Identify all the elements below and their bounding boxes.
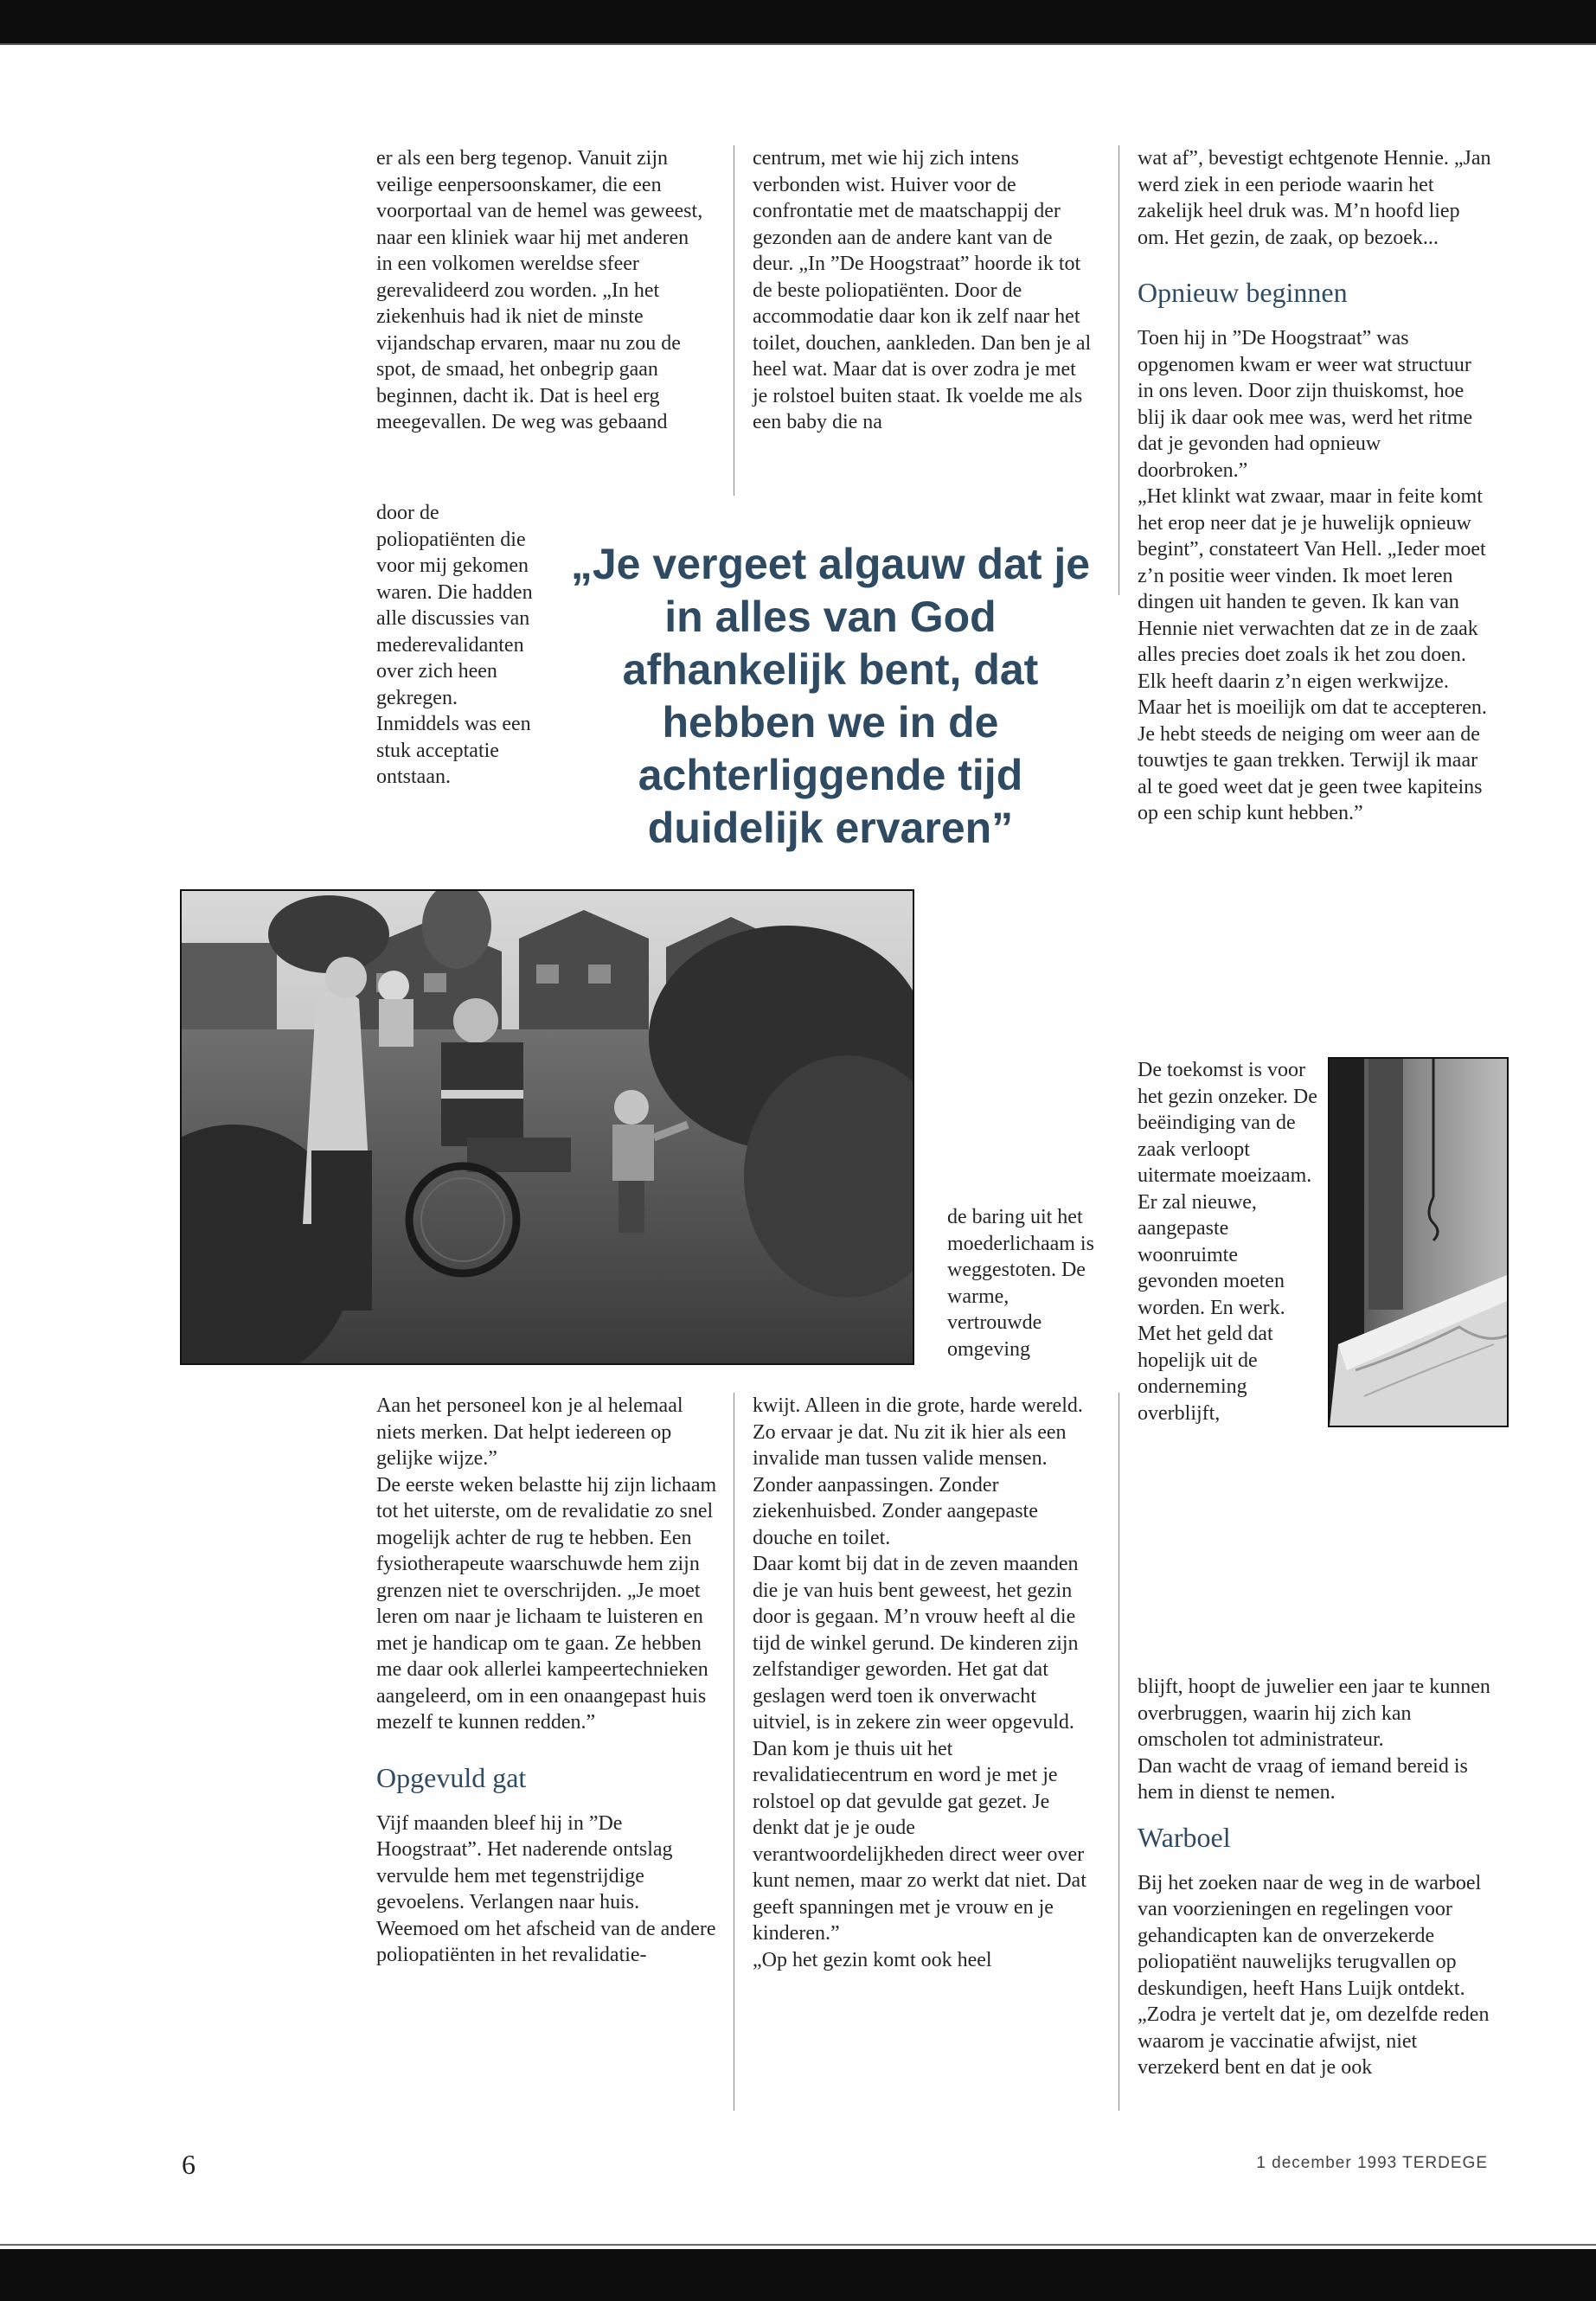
column-divider xyxy=(1118,1393,1119,2111)
paragraph: De toekomst is voor het gezin onzeker. De beëindiging van de zaak verloopt uitermate moeizaam. Er zal nieuwe, aangepaste woonruimte gevonden moeten worden. En werk. Met het geld dat hopelijk uit de onderneming overblijft, xyxy=(1138,1059,1317,1425)
paragraph: Daar komt bij dat in de zeven maanden die je van huis bent geweest, het gezin door is gegaan. M’n vrouw heeft al die tijd de winkel gerund. De kinderen zijn zelfstandiger geworden. Het gat dat geslagen werd toen ik onverwacht uitviel, is in zekere zin weer opgevuld. Dan kom je thuis uit het revalidatiecentrum en word je met je rolstoel op dat gevulde gat gezet. Je denkt dat je je oude verantwoordelijkheden direct weer over kunt nemen, maar zo werkt dat niet. Dat geeft spanningen met je vrouw en je kinderen.” xyxy=(753,1553,1086,1945)
paragraph: Toen hij in ”De Hoogstraat” was opgenomen kwam er weer wat structuur in ons leven. Door zijn thuiskomst, hoe blij ik daar ook mee was, werd het ritme dat je gevonden had opnieuw doorbroken.” xyxy=(1138,327,1473,482)
paragraph: Dan wacht de vraag of iemand bereid is hem in dienst te nemen. xyxy=(1138,1754,1468,1804)
footer-issue-date: 1 december 1993 TERDEGE xyxy=(1256,2154,1488,2172)
column-1-top xyxy=(376,145,709,436)
pull-quote: „Je vergeet algauw dat je in alles van God afhankelijk bent, dat hebben we in de achterliggende tijd duidelijk ervaren” xyxy=(570,540,1091,852)
column-2-bottom xyxy=(753,1393,1094,1973)
paragraph: door de poliopatiënten die voor mij gekomen waren. Die hadden alle discussies van mederevalidanten over zich heen gekregen. Inmiddels was een stuk acceptatie ontstaan. xyxy=(376,502,533,788)
hospital-bed-photo xyxy=(1328,1057,1509,1427)
paragraph: er als een berg tegenop. Vanuit zijn veilige eenpersoonskamer, die een voorportaal van de hemel was geweest, naar een kliniek waar hij met anderen in een volkomen wereldse sfeer gerevalideerd zou worden. „In het ziekenhuis had ik niet de minste vijandschap ervaren, maar nu zou de spot, de smaad, het onbegrip gaan beginnen, dacht ik. Dat is heel erg meegevallen. De weg was gebaand xyxy=(376,147,703,433)
paragraph: Aan het personeel kon je al helemaal niets merken. Dat helpt iedereen op gelijke wijze.” xyxy=(376,1394,683,1470)
bottom-rule xyxy=(0,2244,1596,2246)
paragraph: wat af”, bevestigt echtgenote Hennie. „Jan werd ziek in een periode waarin het zakelijk heel druk was. M’n hoofd liep om. Het gezin, de zaak, op bezoek... xyxy=(1138,147,1491,249)
column-divider xyxy=(1118,145,1119,595)
top-black-bar xyxy=(0,0,1596,43)
section-heading-warboel: Warboel xyxy=(1138,1821,1231,1853)
column-3-bottom xyxy=(1138,1674,1492,2081)
family-photo xyxy=(180,889,914,1365)
column-3-top xyxy=(1138,145,1492,827)
paragraph: De eerste weken belastte hij zijn lichaam tot het uiterste, om de revalidatie zo snel mogelijk achter de rug te hebben. Een fysiotherapeute waarschuwde hem zijn grenzen niet te overschrijden. „Je moet leren om naar je lichaam te luisteren en met je handicap om te gaan. Ze hebben me daar ook allerlei kampeertechnieken aangeleerd, om in een onaangepast huis mezelf te kunnen redden.” xyxy=(376,1473,717,1734)
top-rule xyxy=(0,43,1596,45)
family-photo-illustration xyxy=(182,891,913,1363)
column-3-narrow xyxy=(1138,1057,1319,1426)
column-1-narrow xyxy=(376,500,541,791)
column-2-narrow xyxy=(947,1204,1094,1362)
paragraph: Vijf maanden bleef hij in ”De Hoogstraat”. Het naderende ontslag vervulde hem met tegenstrijdige gevoelens. Verlangen naar huis. Weemoed om het afscheid van de andere poliopatiënten in het revalidatie- xyxy=(376,1811,716,1966)
bottom-black-bar xyxy=(0,2249,1596,2301)
paragraph: blijft, hoopt de juwelier een jaar te kunnen overbruggen, waarin hij zich kan omscholen tot administrateur. xyxy=(1138,1676,1490,1751)
hospital-bed-illustration xyxy=(1330,1059,1507,1426)
page-number: 6 xyxy=(182,2149,195,2180)
paragraph: kwijt. Alleen in die grote, harde wereld. Zo ervaar je dat. Nu zit ik hier als een invalide man tussen valide mensen. Zonder aanpassingen. Zonder ziekenhuisbed. Zonder aangepaste douche en toilet. xyxy=(753,1394,1083,1549)
paragraph: centrum, met wie hij zich intens verbonden wist. Huiver voor de confrontatie met de maatschappij der gezonden aan de andere kant van de deur. „In ”De Hoogstraat” hoorde ik tot de beste poliopatiënten. Door de accommodatie daar kon ik zelf naar het toilet, douchen, aankleden. Dan ben je al heel wat. Maar dat is over zodra je met je rolstoel buiten staat. Ik voelde me als een baby die na xyxy=(753,147,1092,433)
section-heading-opnieuw-beginnen: Opnieuw beginnen xyxy=(1138,277,1348,308)
paragraph: Bij het zoeken naar de weg in de warboel van voorzieningen en regelingen voor gehandicapten kan de onverzekerde poliopatiënt nauwelijks terugvallen op deskundigen, heeft Hans Luijk ontdekt. „Zodra je vertelt dat je, om dezelfde reden waarom je vaccinatie afwijst, niet verzekerd bent en dat je ook xyxy=(1138,1871,1490,2079)
column-2-top xyxy=(753,145,1094,436)
section-heading-opgevuld-gat: Opgevuld gat xyxy=(376,1761,527,1793)
paragraph: de baring uit het moederlichaam is weggestoten. De warme, vertrouwde omgeving xyxy=(947,1206,1094,1361)
column-1-bottom xyxy=(376,1393,718,1969)
paragraph: „Het klinkt wat zwaar, maar in feite komt het erop neer dat je je huwelijk opnieuw begint”, constateert Van Hell. „Ieder moet z’n positie weer vinden. Ik moet leren dingen uit handen te geven. Ik kan van Hennie niet verwachten dat ze in de zaak alles precies doet zoals ik het zou doen. Elk heeft daarin z’n eigen werkwijze. Maar het is moeilijk om dat te accepteren. Je hebt steeds de neiging om weer aan de touwtjes te gaan trekken. Terwijl ik maar al te goed weet dat je geen twee kapiteins op een schip kunt hebben.” xyxy=(1138,485,1487,824)
paragraph: „Op het gezin komt ook heel xyxy=(753,1948,992,1971)
